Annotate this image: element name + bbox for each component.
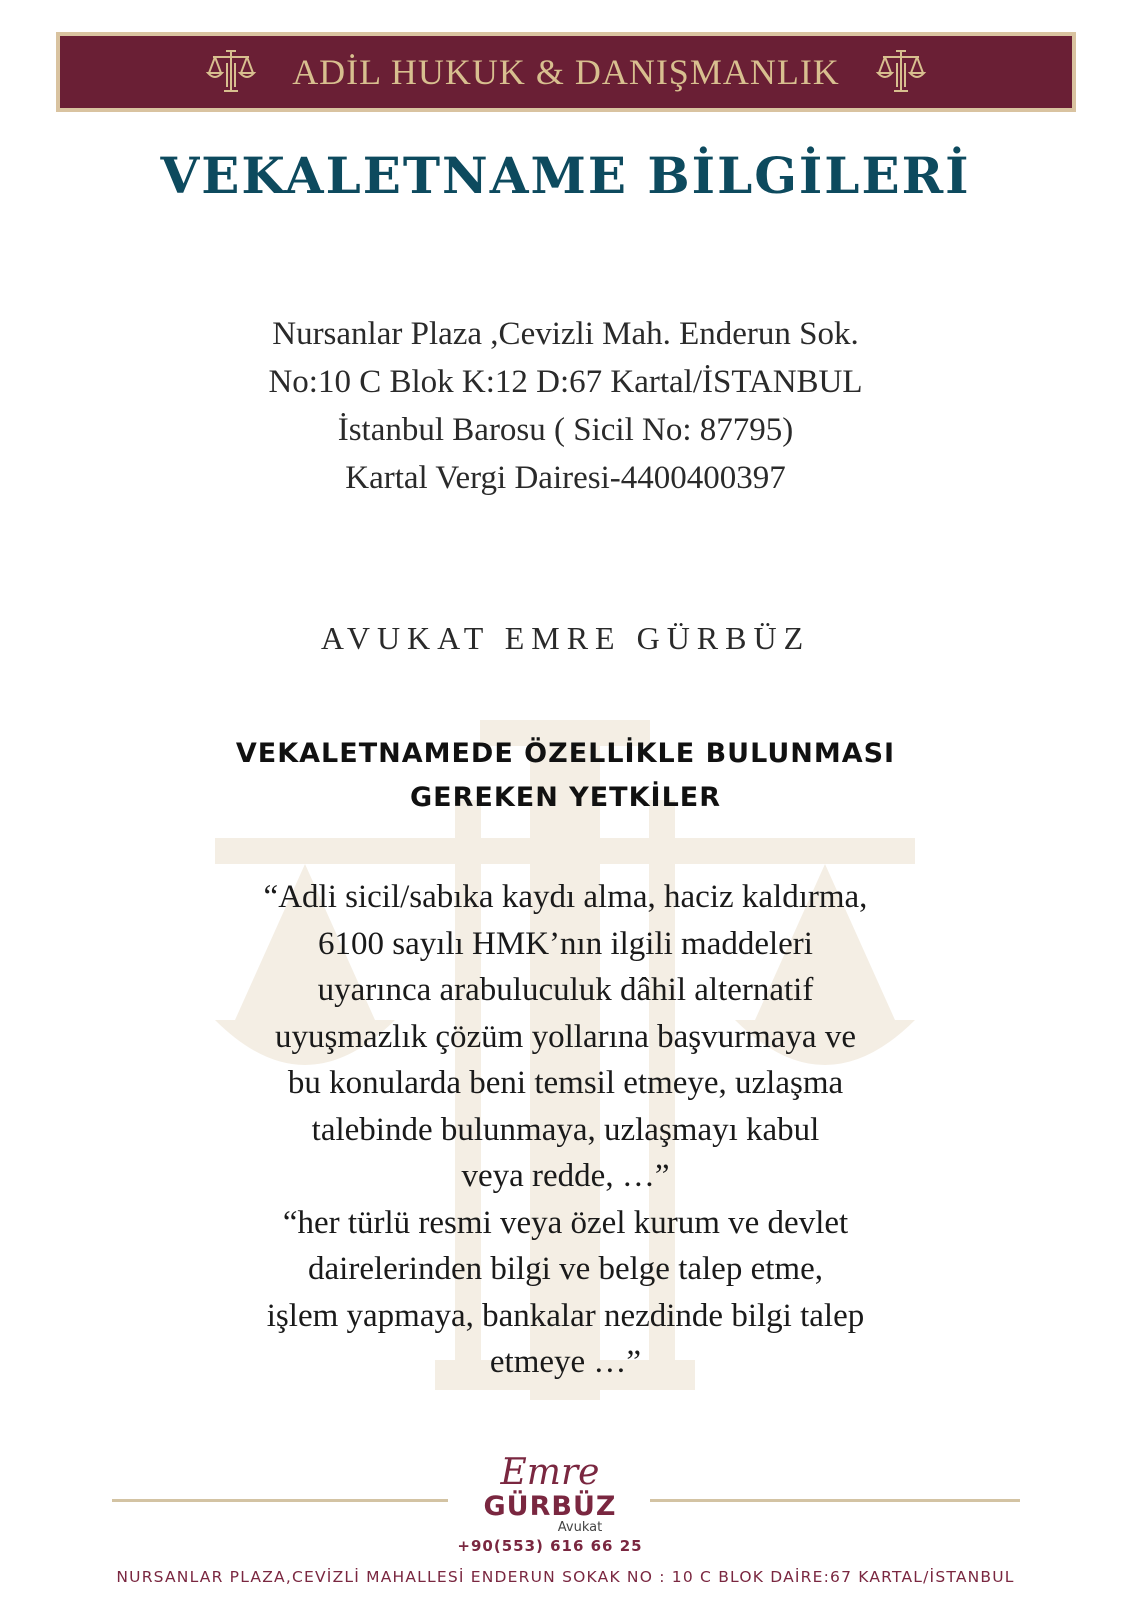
body-line: dairelerinden bilgi ve belge talep etme, (308, 1251, 823, 1287)
lawyer-name: AVUKAT EMRE GÜRBÜZ (320, 620, 811, 656)
firm-name: ADİL HUKUK & DANIŞMANLIK (292, 52, 840, 92)
address-block (0, 310, 1131, 502)
body-line: uyuşmazlık çözüm yollarına başvurmaya ve (275, 1018, 856, 1055)
authority-text (0, 874, 1131, 1386)
section-heading (0, 732, 1131, 820)
tax-office-line: Kartal Vergi Dairesi-4400400397 (345, 460, 786, 496)
logo-script-name: Emre (500, 1452, 600, 1493)
body-line: bu konularda beni temsil etmeye, uzlaşma (287, 1065, 844, 1101)
body-line: 6100 sayılı HMK’nın ilgili maddeleri (318, 925, 813, 962)
header-banner (56, 32, 1076, 112)
footer-address: NURSANLAR PLAZA,CEVİZLİ MAHALLESİ ENDERUN SOKAK NO : 10 C BLOK DAİRE:67 KARTAL/İSTANBUL (116, 1568, 1015, 1586)
footer-divider-left (112, 1499, 448, 1502)
section-heading-line: GEREKEN YETKİLER (409, 782, 722, 813)
body-line: talebinde bulunmaya, uzlaşmayı kabul (311, 1111, 820, 1148)
logo-surname: GÜRBÜZ (483, 1491, 617, 1522)
address-line: No:10 C Blok K:12 D:67 Kartal/İSTANBUL (268, 364, 863, 400)
body-line: “her türlü resmi veya özel kurum ve devlet (282, 1204, 849, 1241)
footer-divider-right (648, 1499, 1020, 1502)
address-line: Nursanlar Plaza ,Cevizli Mah. Enderun Sok. (272, 316, 859, 352)
bar-registration-line: İstanbul Barosu ( Sicil No: 87795) (337, 412, 794, 448)
phone-number: +90(553) 616 66 25 (457, 1537, 643, 1555)
header-banner-inner (60, 36, 1072, 108)
body-line: veya redde, …” (461, 1158, 670, 1194)
body-line: uyarınca arabuluculuk dâhil alternatif (317, 972, 814, 1008)
body-line: “Adli sicil/sabıka kaydı alma, haciz kaldırma, (263, 879, 868, 915)
logo-role: Avukat (557, 1520, 603, 1535)
scales-of-justice-icon (204, 45, 258, 99)
body-line: etmeye …” (489, 1344, 642, 1380)
body-line: işlem yapmaya, bankalar nezdinde bilgi talep (266, 1297, 865, 1334)
section-heading-line: VEKALETNAMEDE ÖZELLİKLE BULUNMASI (235, 738, 896, 769)
document-title: VEKALETNAME BİLGİLERİ (160, 146, 971, 205)
scales-of-justice-icon (874, 45, 928, 99)
